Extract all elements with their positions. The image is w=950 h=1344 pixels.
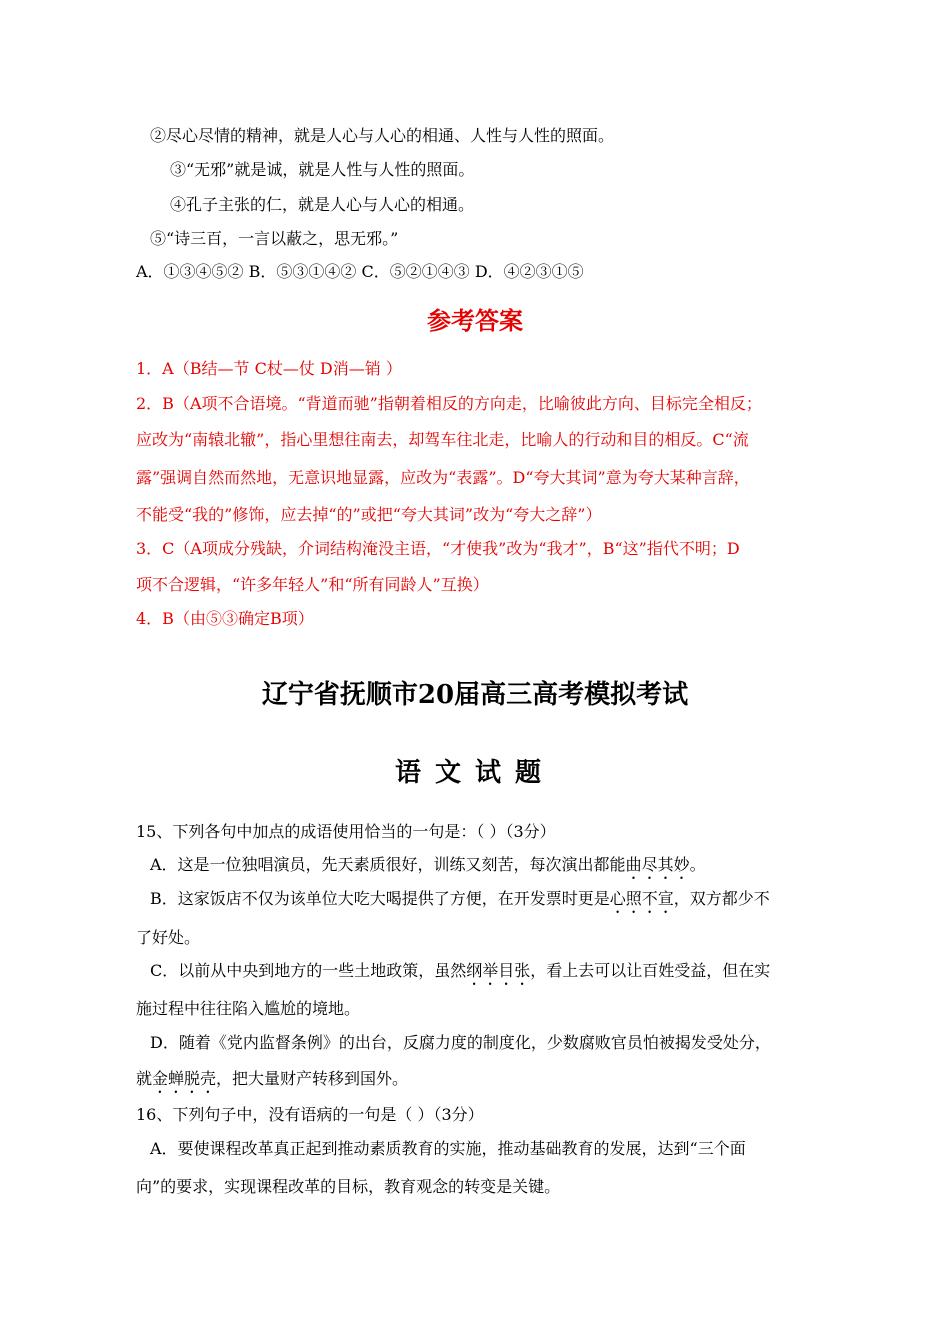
option-4: ④孔子主张的仁，就是人心与人心的相通。 <box>170 195 475 214</box>
answer-2-line-1: 2．B（A项不合语境。“背道而驰”指朝着相反的方向走，比喻彼此方向、目标完全相反； <box>136 394 762 413</box>
q16-stem: 16、下列句子中，没有语病的一句是（ ）（3分） <box>136 1105 484 1124</box>
q15-b-text: B．这家饭店不仅为该单位大吃大喝提供了方便，在开发票时更是 <box>150 889 610 908</box>
q15-b-idiom: 心照不宣 <box>609 889 674 908</box>
q15-option-d-line-2 <box>136 1068 408 1097</box>
answer-2-line-2: 应改为“南辕北辙”，指心里想往南去，却驾车往北走，比喻人的行动和目的相反。C“流 <box>136 430 749 449</box>
q15-option-a <box>150 854 706 883</box>
answer-3-line-1: 3．C（A项成分残缺，介词结构淹没主语，“才使我”改为“我才”，B“这”指代不明；D <box>136 539 740 558</box>
q16-option-a-line-2: 向”的要求，实现课程改革的目标，教育观念的转变是关键。 <box>136 1177 561 1196</box>
option-3: ③“无邪”就是诚，就是人性与人性的照面。 <box>170 160 475 179</box>
q15-c-end: ，看上去可以让百姓受益，但在实 <box>530 961 771 980</box>
q15-a-end: 。 <box>689 855 706 874</box>
option-5: ⑤“诗三百，一言以蔽之，思无邪。” <box>150 229 399 248</box>
exam-subject: 语文试题 <box>394 758 555 788</box>
q15-option-c-line-2: 施过程中往往陷入尴尬的境地。 <box>136 999 361 1018</box>
q15-b-end: ，双方都少不 <box>673 889 770 908</box>
answer-1: 1．A（B结—节 C杖—仗 D消—销 ） <box>136 359 402 378</box>
answers-heading: 参考答案 <box>427 306 523 335</box>
q15-option-c <box>150 960 770 989</box>
answer-2-line-3: 露”强调自然而然地，无意识地显露，应改为“表露”。D“夸大其词”意为夸大某种言辞， <box>136 468 750 487</box>
q15-option-b-line-2: 了好处。 <box>136 928 201 947</box>
q15-d-text: 就 <box>136 1069 153 1088</box>
q15-a-idiom: 曲尽其妙 <box>625 855 690 874</box>
q15-d-end: ，把大量财产转移到国外。 <box>216 1069 409 1088</box>
option-2: ②尽心尽情的精神，就是人心与人心的相通、人性与人性的照面。 <box>150 126 615 145</box>
q15-option-b <box>150 888 770 917</box>
answer-3-line-2: 项不合逻辑，“许多年轻人”和“所有同龄人”互换） <box>136 575 489 594</box>
answer-choices: A．①③④⑤② B．⑤③①④② C．⑤②①④③ D．④②③①⑤ <box>136 262 584 281</box>
exam-title: 辽宁省抚顺市20届高三高考模拟考试 <box>261 680 689 710</box>
q15-c-idiom: 纲举目张 <box>466 961 531 980</box>
q15-d-idiom: 金蝉脱壳 <box>152 1069 217 1088</box>
q15-a-text: A．这是一位独唱演员，先天素质很好，训练又刻苦，每次演出都能 <box>150 855 626 874</box>
answer-4: 4．B（由⑤③确定B项） <box>136 609 314 628</box>
answer-2-line-4: 不能受“我的”修饰，应去掉“的”或把“夸大其词”改为“夸大之辞”） <box>136 505 602 524</box>
q15-stem: 15、下列各句中加点的成语使用恰当的一句是：（ ）（3分） <box>136 822 556 841</box>
q16-option-a: A．要使课程改革真正起到推动素质教育的实施，推动基础教育的发展，达到“三个面 <box>150 1139 746 1158</box>
q15-c-text: C．以前从中央到地方的一些土地政策，虽然 <box>150 961 467 980</box>
q15-option-d: D．随着《党内监督条例》的出台，反腐力度的制度化，少数腐败官员怕被揭发受处分， <box>150 1033 771 1052</box>
